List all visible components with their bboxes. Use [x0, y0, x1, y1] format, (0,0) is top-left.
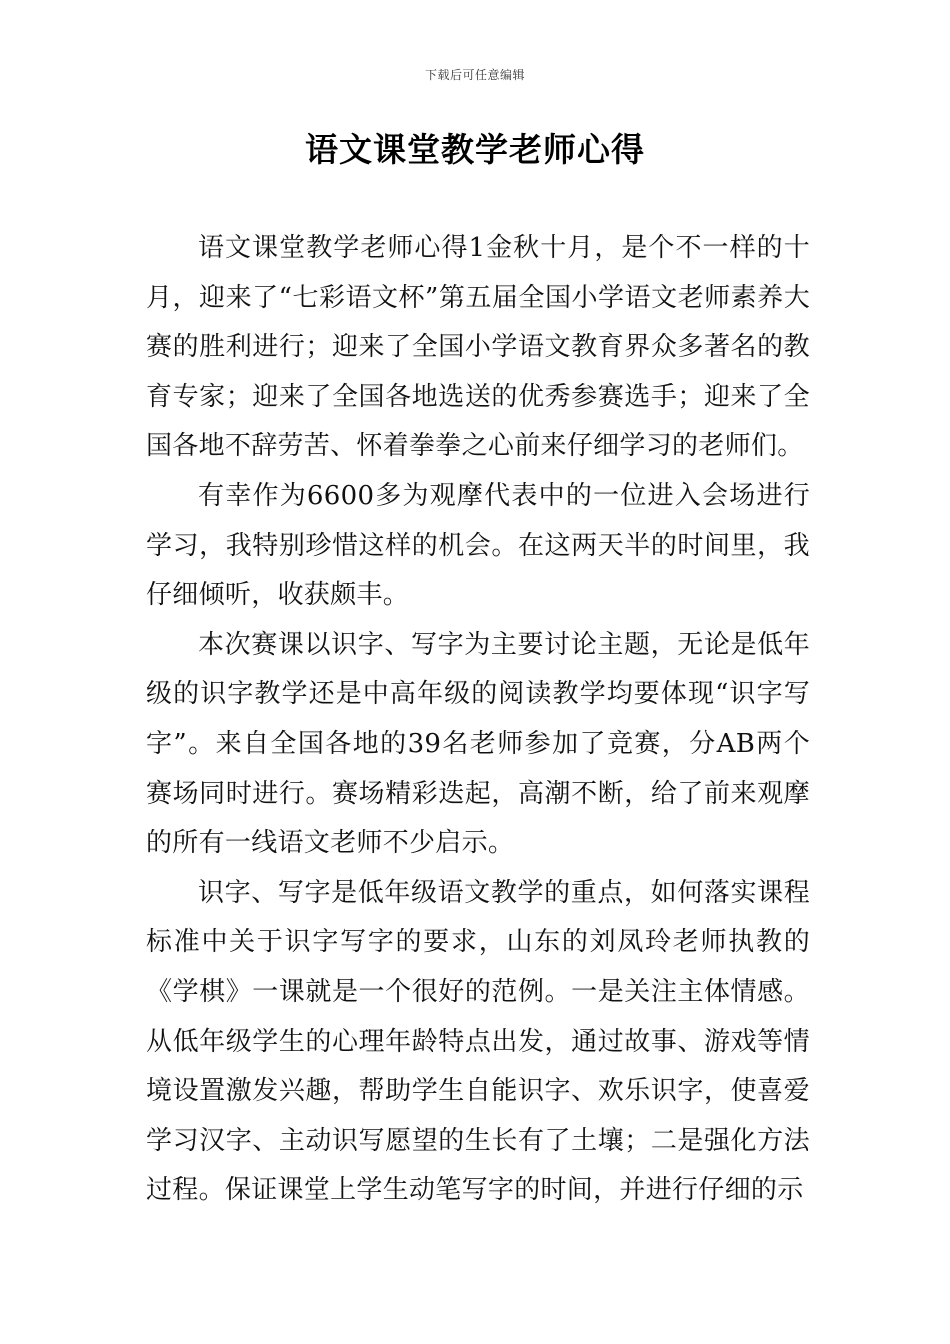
document-title: 语文课堂教学老师心得 — [305, 130, 645, 169]
paragraph-1: 语文课堂教学老师心得1金秋十月，是个不一样的十月，迎来了“七彩语文杯”第五届全国小学语文老师素养大赛的胜利进行；迎来了全国小学语文教育界众多著名的教育专家；迎来了全国各地选送的优秀参赛选手；迎来了全国各地不辞劳苦、怀着拳拳之心前来仔细学习的老师们。 — [146, 233, 810, 462]
paragraph-4: 识字、写字是低年级语文教学的重点，如何落实课程标准中关于识字写字的要求，山东的刘凤玲老师执教的《学棋》一课就是一个很好的范例。一是关注主体情感。从低年级学生的心理年龄特点出发，通过故事、游戏等情境设置激发兴趣，帮助学生自能识字、欢乐识字，使喜爱学习汉字、主动识写愿望的生长有了土壤；二是强化方法过程。保证课堂上学生动笔写字的时间，并进行仔细的示 — [146, 877, 810, 1206]
document-body — [146, 224, 810, 1216]
header-note: 下载后可任意编辑 — [424, 68, 525, 82]
paragraph-3: 本次赛课以识字、写字为主要讨论主题，无论是低年级的识字教学还是中高年级的阅读教学均要体现“识字写字”。来自全国各地的39名老师参加了竞赛，分AB两个赛场同时进行。赛场精彩迭起，高潮不断，给了前来观摩的所有一线语文老师不少启示。 — [146, 629, 810, 859]
paragraph-2: 有幸作为6600多为观摩代表中的一位进入会场进行学习，我特别珍惜这样的机会。在这两天半的时间里，我仔细倾听，收获颇丰。 — [146, 480, 810, 611]
